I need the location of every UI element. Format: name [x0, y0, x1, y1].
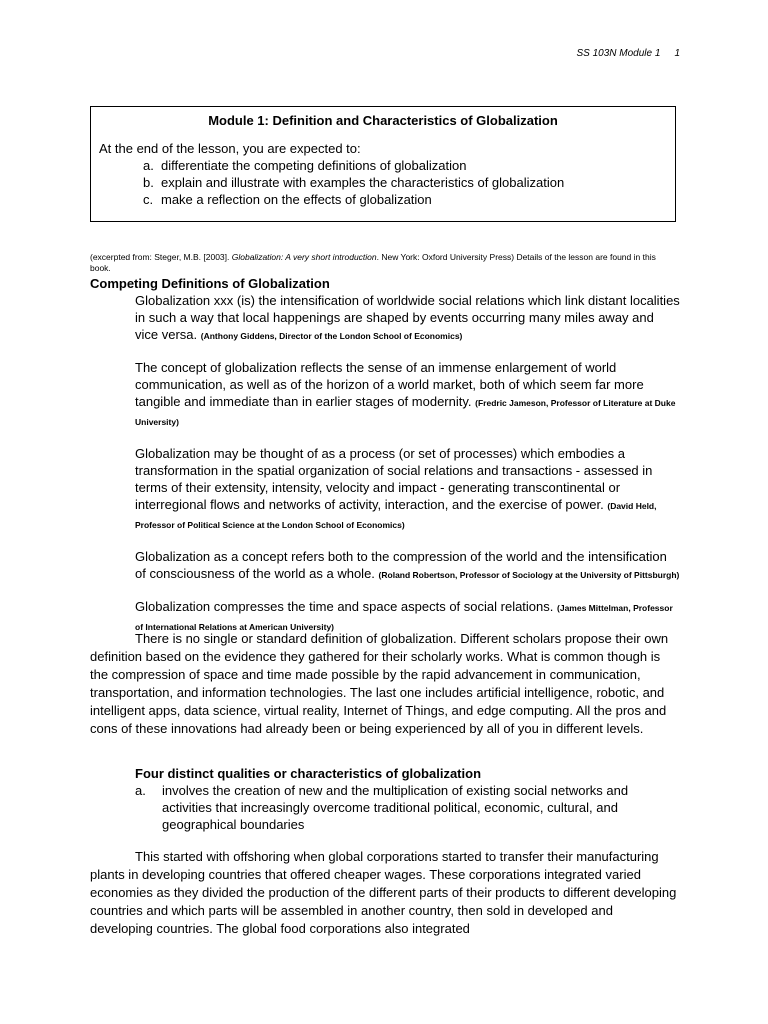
excerpt-note: [90, 252, 670, 274]
definition-item: [135, 445, 680, 534]
objectives-list: [143, 157, 564, 208]
objective-item: [143, 191, 564, 208]
definition-item: [135, 292, 680, 345]
objective-marker: a.: [143, 158, 154, 173]
excerpt-suffix: . New York: Oxford University Press) Details of the lesson are found in this book.: [90, 252, 656, 273]
definition-text: The concept of globalization reflects the sense of an immense enlargement of world communication, as well as of the horizon of a world market, both of which seem far more tangible and immediate than in earlier stages of modernity.: [135, 360, 644, 409]
definition-citation: (James Mittelman, Professor of International Relations at American University): [135, 603, 673, 632]
definition-item: [135, 359, 680, 431]
objective-marker: b.: [143, 175, 154, 190]
module-label: SS 103N Module 1: [576, 48, 661, 59]
definition-citation: (Anthony Giddens, Director of the London School of Economics): [200, 331, 463, 341]
objectives-box: [90, 106, 676, 222]
definition-text: Globalization as a concept refers both to the compression of the world and the intensification of consciousness of the world as a whole.: [135, 549, 667, 581]
definition-citation: (Roland Robertson, Professor of Sociology at the University of Pittsburgh): [378, 570, 680, 580]
definition-citation: (David Held, Professor of Political Science at the London School of Economics): [135, 501, 657, 530]
definition-text: Globalization compresses the time and space aspects of social relations.: [135, 599, 554, 614]
page-number: 1: [674, 48, 680, 59]
definition-citation: (Fredric Jameson, Professor of Literature at Duke University): [135, 398, 676, 427]
definitions-list: [135, 292, 680, 650]
quality-item: [135, 782, 675, 833]
objective-item: [143, 174, 564, 191]
body-paragraph: There is no single or standard definition of globalization. Different scholars propose their own definition based on the evidence they gathered for their scholarly works. What is common though is the compression of space and time made possible by the rapid advancement in communication, transportation, and information technologies. The last one includes artificial intelligence, robotic, and intelligent apps, data science, virtual reality, Internet of Things, and edge computing. All the pros and cons of these innovations had already been or being experienced by all of you in different levels.: [90, 631, 669, 736]
objectives-intro: At the end of the lesson, you are expected to:: [99, 141, 361, 156]
definition-text: Globalization may be thought of as a process (or set of processes) which embodies a transformation in the spatial organization of social relations and transactions - assessed in terms of their extensity, intensity, velocity and impact - generating transcontinental or interregional flows and networks of activity, interaction, and the exercise of power.: [135, 446, 653, 512]
body-paragraph: This started with offshoring when global corporations started to transfer their manufacturing plants in developing countries that offered cheaper wages. These corporations integrated varied economies as they divided the production of the different parts of their products to different developing countries and which parts will be assembled in another country, then sold in developed and developing countries. The global food corporations also integrated: [90, 849, 677, 936]
objective-text: make a reflection on the effects of globalization: [161, 192, 432, 207]
objective-item: [143, 157, 564, 174]
quality-marker: a.: [135, 783, 146, 798]
definition-item: [135, 548, 680, 584]
definition-text: Globalization xxx (is) the intensification of worldwide social relations which link distant localities in such a way that local happenings are shaped by events occurring many miles away and vice versa.: [135, 293, 680, 342]
objective-text: differentiate the competing definitions of globalization: [161, 158, 467, 173]
page-header: [576, 48, 680, 59]
excerpt-book-title: Globalization: A very short introduction: [231, 252, 377, 262]
excerpt-prefix: (excerpted from: Steger, M.B. [2003].: [90, 252, 232, 262]
module-title: Module 1: Definition and Characteristics of Globalization: [208, 113, 558, 128]
competing-definitions-heading: Competing Definitions of Globalization: [90, 276, 330, 291]
objective-text: explain and illustrate with examples the characteristics of globalization: [161, 175, 565, 190]
qualities-heading: Four distinct qualities or characteristics of globalization: [135, 766, 482, 781]
objective-marker: c.: [143, 192, 154, 207]
quality-text: involves the creation of new and the multiplication of existing social networks and activities that increasingly overcome traditional political, economic, cultural, and geographical boundaries: [162, 783, 629, 832]
